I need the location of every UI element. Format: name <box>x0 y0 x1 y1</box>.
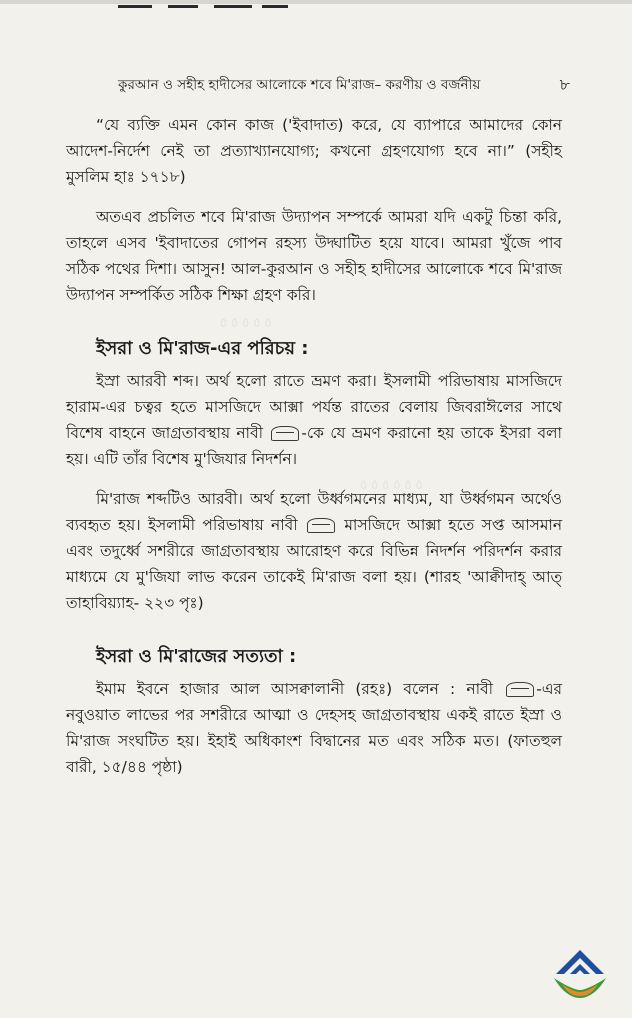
page-body <box>66 112 562 780</box>
truth-text-b: -এর নবুওয়াত লাভের পর সশরীরে আত্মা ও দেহসহ জাগ্রতাবস্থায় একই রাতে ইস্রা ও মি'রাজ সংঘটিত হয়। ইহাই অধিকাংশ বিদ্বানের মত এবং সঠিক মত। (ফাতহুল বারী, ১৫/৪৪ পৃষ্ঠা) <box>66 680 562 776</box>
running-header: কুরআন ও সহীহ হাদীসের আলোকে শবে মি'রাজ– করণীয় ও বর্জনীয় <box>118 77 481 93</box>
paragraph-conclusion: অতএব প্রচলিত শবে মি'রাজ উদ্যাপন সম্পর্কে আমরা যদি একটু চিন্তা করি, তাহলে এসব 'ইবাদাতের গোপন রহস্য উদ্ঘাটিত হয়ে যাবে। আমরা খুঁজে পাব সঠিক পথের দিশা। আসুন! আল-কুরআন ও সহীহ হাদীসের আলোকে শবে মি'রাজ উদ্যাপন সম্পর্কিত সঠিক শিক্ষা গ্রহণ করি। <box>66 208 562 304</box>
section-heading-truth: ইসরা ও মি'রাজের সত্যতা : <box>96 646 297 667</box>
isra-text-a: ইস্রা আরবী শব্দ। অর্থ হলো রাতে ভ্রমণ করা। ইসলামী পরিভাষায় মাসজিদে হারাম-এর চত্বর হতে মাসজিদে আক্সা পর্যন্ত রাতের বেলায় জিবরাঈলের সাথে বিশেষ বাহনে জাগ্রতাবস্থায় নাবী <box>66 372 562 442</box>
miraj-text-b: মাসজিদে আক্সা হতে সপ্ত আসমান এবং তদুর্ধ্বে সশরীরে জাগ্রতাবস্থায় আরোহণ করে বিভিন্ন নিদর্শন পরিদর্শন করার মাধ্যমে যে মু'জিযা লাভ করেন তাকেই মি'রাজ বলা হয়। (শারহ 'আক্বীদাহ্ আত্ তাহাবিয়্যাহ- ২২৩ পৃঃ) <box>66 516 563 612</box>
paragraph-miraj-definition <box>66 486 562 616</box>
salallahu-alaihi-wasallam-seal-icon <box>307 518 335 533</box>
isra-text-b: -কে যে ভ্রমণ করানো হয় তাকে ইসরা বলা হয়। এটি তাঁর বিশেষ মু'জিযার নিদর্শন। <box>66 424 562 468</box>
scan-top-edge-marks <box>0 0 632 14</box>
show-through-text: ٥ ٥ ٥ ٥ ٥ ٥ <box>360 478 423 493</box>
section-heading-intro: ইসরা ও মি'রাজ-এর পরিচয় : <box>96 338 309 359</box>
truth-text-a: ইমাম ইবনে হাজার আল আসক্বালানী (রহঃ) বলেন : নাবী <box>96 680 494 698</box>
page-number: ৮ <box>559 75 570 94</box>
salallahu-alaihi-wasallam-seal-icon <box>271 426 299 441</box>
salallahu-alaihi-wasallam-seal-icon <box>506 682 534 697</box>
hadith-quote: “যে ব্যক্তি এমন কোন কাজ ('ইবাদাত) করে, যে ব্যাপারে আমাদের কোন আদেশ-নির্দেশ নেই তা প্রত্যাখ্যানযোগ্য; কখনো গ্রহণযোগ্য হবে না।” (সহীহ মুসলিম হাঃ ১৭১৮) <box>66 116 562 186</box>
publisher-logo-icon <box>548 944 612 1004</box>
show-through-text: ٥ ٥ ٥ ٥ ٥ <box>220 316 272 331</box>
miraj-text-a: মি'রাজ শব্দটিও আরবী। অর্থ হলো উর্ধ্বগমনের মাধ্যম, যা উর্ধ্বগমন অর্থেও ব্যবহৃত হয়। ইসলামী পরিভাষায় নাবী <box>66 490 562 534</box>
paragraph-isra-definition <box>66 368 562 472</box>
paragraph-truth <box>66 676 562 780</box>
